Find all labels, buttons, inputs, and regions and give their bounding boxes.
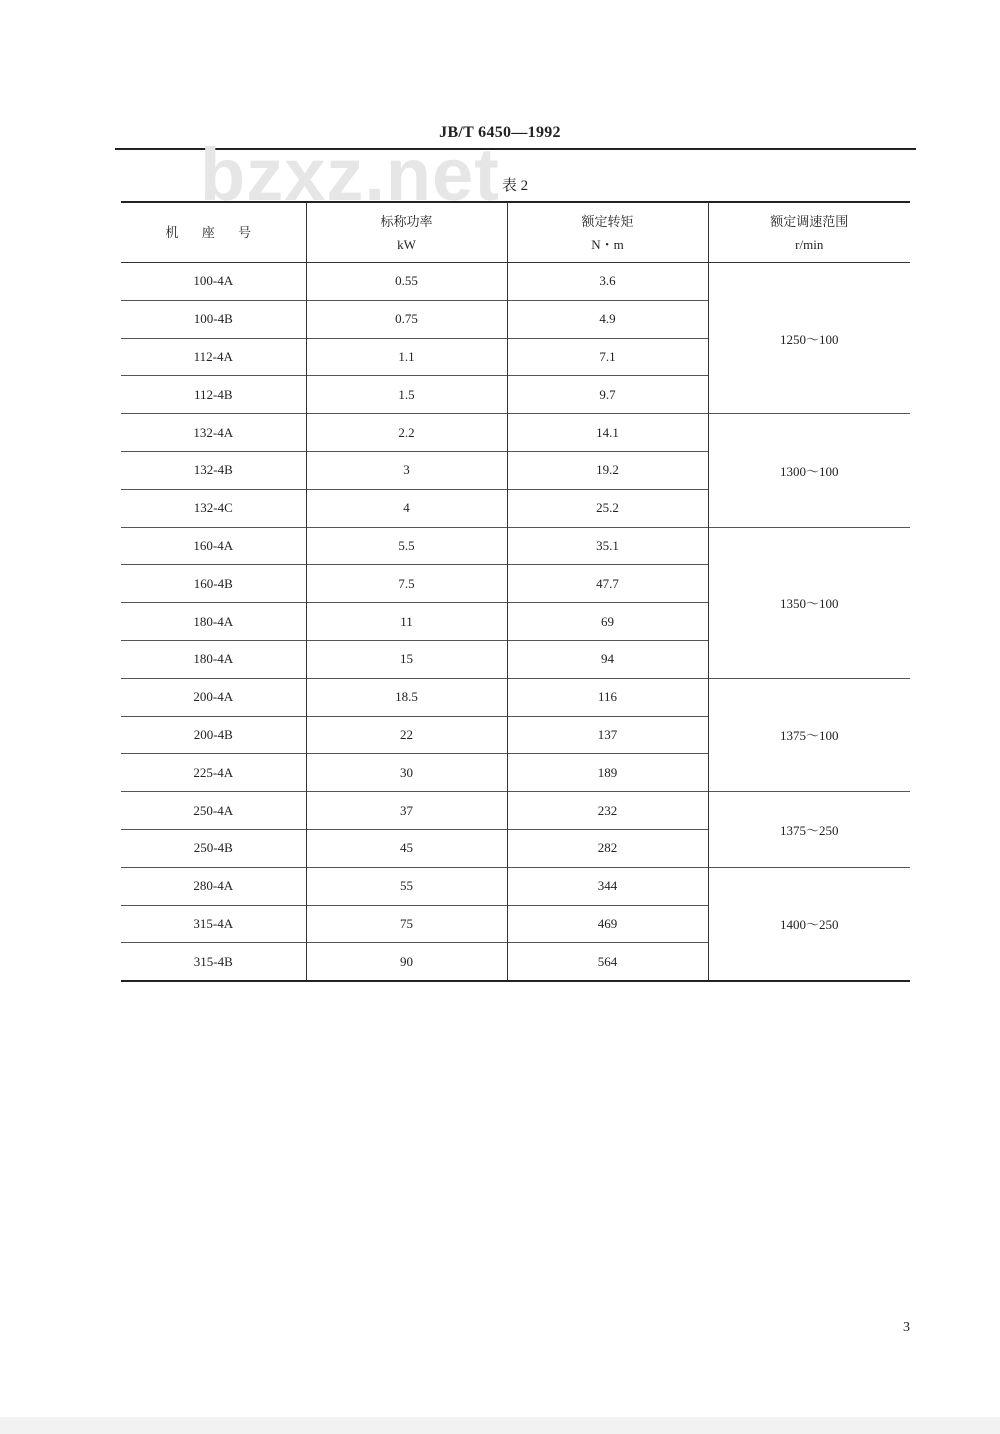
column-header-unit: r/min: [795, 236, 824, 252]
frame-size-cell: 250-4A: [121, 792, 306, 830]
rated-power-cell: 22: [306, 716, 507, 754]
watermark-logo: bzxz.net: [200, 133, 500, 216]
rated-torque-cell: 469: [507, 905, 708, 943]
rated-torque-cell: 564: [507, 943, 708, 981]
frame-size-cell: 160-4B: [121, 565, 306, 603]
column-header-label: 机 座 号: [165, 225, 261, 240]
viewer-bottom-bar: [0, 1417, 1000, 1434]
column-header-label: 标称功率: [380, 213, 433, 229]
frame-size-cell: 200-4A: [121, 678, 306, 716]
rated-torque-cell: 35.1: [507, 527, 708, 565]
rated-torque-cell: 7.1: [507, 338, 708, 376]
rated-power-cell: 18.5: [306, 678, 507, 716]
frame-size-cell: 160-4A: [121, 527, 306, 565]
rated-torque-cell: 4.9: [507, 300, 708, 338]
frame-size-cell: 100-4B: [121, 300, 306, 338]
speed-range-cell: 1400～250: [708, 867, 910, 981]
rated-power-cell: 7.5: [306, 565, 507, 603]
rated-power-cell: 4: [306, 489, 507, 527]
column-header-power: [306, 202, 507, 263]
table-row: [121, 678, 910, 716]
frame-size-cell: 112-4B: [121, 376, 306, 414]
table-row: [121, 792, 910, 830]
table-header-row: [121, 202, 910, 263]
frame-size-cell: 315-4B: [121, 943, 306, 981]
rated-torque-cell: 14.1: [507, 414, 708, 452]
frame-size-cell: 180-4A: [121, 603, 306, 641]
frame-size-cell: 112-4A: [121, 338, 306, 376]
frame-size-cell: 225-4A: [121, 754, 306, 792]
rated-torque-cell: 189: [507, 754, 708, 792]
frame-size-cell: 280-4A: [121, 867, 306, 905]
table-row: [121, 414, 910, 452]
speed-range-cell: 1250～100: [708, 263, 910, 414]
rated-power-cell: 1.1: [306, 338, 507, 376]
rated-power-cell: 75: [306, 905, 507, 943]
rated-power-cell: 5.5: [306, 527, 507, 565]
rated-power-cell: 45: [306, 829, 507, 867]
rated-power-cell: 0.75: [306, 300, 507, 338]
rated-torque-cell: 19.2: [507, 451, 708, 489]
rated-power-cell: 1.5: [306, 376, 507, 414]
rated-power-cell: 55: [306, 867, 507, 905]
column-header-label: 额定转矩: [581, 213, 634, 229]
rated-torque-cell: 344: [507, 867, 708, 905]
rated-torque-cell: 232: [507, 792, 708, 830]
rated-power-cell: 2.2: [306, 414, 507, 452]
rated-power-cell: 30: [306, 754, 507, 792]
rated-torque-cell: 3.6: [507, 263, 708, 301]
frame-size-cell: 315-4A: [121, 905, 306, 943]
speed-range-cell: 1375～250: [708, 792, 910, 868]
document-header: JB/T 6450—1992: [439, 124, 561, 141]
table-body: [121, 263, 910, 982]
rated-torque-cell: 116: [507, 678, 708, 716]
rated-power-cell: 90: [306, 943, 507, 981]
column-header-torque: [507, 202, 708, 263]
table-row: [121, 263, 910, 301]
frame-size-cell: 100-4A: [121, 263, 306, 301]
rated-torque-cell: 94: [507, 640, 708, 678]
rated-torque-cell: 69: [507, 603, 708, 641]
rated-power-cell: 15: [306, 640, 507, 678]
frame-size-cell: 250-4B: [121, 829, 306, 867]
frame-size-cell: 200-4B: [121, 716, 306, 754]
frame-size-cell: 132-4B: [121, 451, 306, 489]
column-header-speed-range: [708, 202, 910, 263]
motor-spec-table: [121, 201, 910, 982]
rated-torque-cell: 25.2: [507, 489, 708, 527]
rated-torque-cell: 137: [507, 716, 708, 754]
table-title: 表 2: [501, 178, 529, 194]
frame-size-cell: 180-4A: [121, 640, 306, 678]
column-header-frame: [121, 202, 306, 263]
column-header-label: 额定调速范围: [770, 213, 849, 229]
rated-torque-cell: 282: [507, 829, 708, 867]
column-header-unit: kW: [397, 236, 416, 252]
page-number: 3: [903, 1320, 910, 1335]
rated-power-cell: 0.55: [306, 263, 507, 301]
speed-range-cell: 1350～100: [708, 527, 910, 678]
frame-size-cell: 132-4C: [121, 489, 306, 527]
table-row: [121, 527, 910, 565]
speed-range-cell: 1375～100: [708, 678, 910, 791]
speed-range-cell: 1300～100: [708, 414, 910, 527]
rated-power-cell: 11: [306, 603, 507, 641]
column-header-unit: N・m: [591, 236, 624, 252]
rated-torque-cell: 47.7: [507, 565, 708, 603]
rated-power-cell: 37: [306, 792, 507, 830]
rated-torque-cell: 9.7: [507, 376, 708, 414]
rated-power-cell: 3: [306, 451, 507, 489]
table-row: [121, 867, 910, 905]
frame-size-cell: 132-4A: [121, 414, 306, 452]
